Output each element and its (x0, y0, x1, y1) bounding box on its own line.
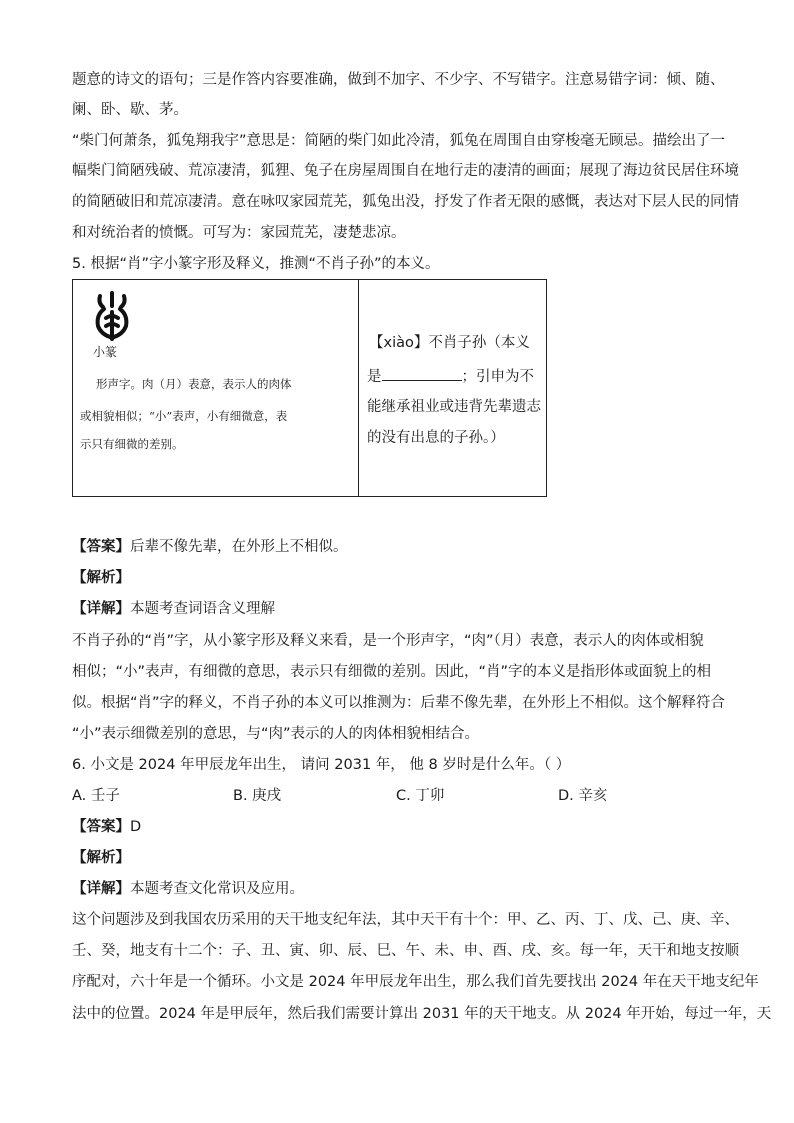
text-line: 的简陋破旧和荒凉凄清。意在咏叹家园荒芜，狐兔出没，抒发了作者无限的感慨，表达对下层人民的同情 (72, 194, 739, 210)
seal-description-line: 形声字。肉（月）表意，表示人的肉体 (96, 377, 292, 391)
detail-heading (72, 599, 722, 619)
definition-line-with-blank (367, 366, 534, 387)
detail-line: 不肖子孙的“肖”字，从小篆字形及释义来看，是一个形声字，“肉”（月）表意，表示人的肉体或相貌 (72, 633, 704, 649)
definition-text: ；引申为不 (461, 369, 534, 385)
text-line: 题意的诗文的语句；三是作答内容要准确，做到不加字、不少字、不写错字。注意易错字词：倾、随、 (72, 72, 725, 88)
text-line: “柴门何萧条，狐兔翔我宇”意思是：简陋的柴门如此冷清，狐兔在周围自由穿梭毫无顾忌。描绘出了一 (72, 133, 726, 149)
detail-line: 这个问题涉及到我国农历采用的天干地支纪年法，其中天干有十个：甲、乙、丙、丁、戊、己、庚、辛、 (72, 912, 739, 928)
seal-description-line: 示只有细微的差别。 (80, 437, 184, 451)
text-line: 幅柴门简陋残破、荒凉凄清，狐狸、兔子在房屋周围自在地行走的凄清的画面；展现了海边贫民居住环境 (72, 163, 739, 179)
detail-line: 壬、癸，地支有十二个：子、丑、寅、卯、辰、巳、午、未、申、酉、戌、亥。每一年，天干和地支按顺 (72, 943, 739, 959)
seal-script-glyph-icon (86, 290, 138, 342)
table-divider (358, 279, 359, 497)
analysis-tag: 【解析】 (72, 850, 130, 866)
answer-text: 后辈不像先辈，在外形上不相似。 (130, 539, 348, 555)
answer-line (72, 817, 722, 837)
detail-line: “小”表示细微差别的意思，与“肉”表示的人的肉体相貌相结合。 (72, 726, 480, 742)
detail-line: 相似；“小”表声，有细微的意思，表示只有细微的差别。因此，“肖”字的本义是指形体或面貌上的相 (72, 664, 712, 680)
detail-line: 序配对，六十年是一个循环。小文是 2024 年甲辰龙年出生，那么我们首先要找出 2024 年在天干地支纪年 (72, 974, 759, 990)
answer-blank[interactable] (382, 366, 462, 381)
question-6-stem: 6. 小文是 2024 年甲辰龙年出生， 请问 2031 年， 他 8 岁时是什么年。（ ） (72, 757, 571, 773)
definition-line: 【xiào】不肖子孙（本义 (369, 335, 530, 351)
definition-text: 是 (367, 369, 382, 385)
detail-heading (72, 879, 722, 899)
detail-title: 本题考查词语含义理解 (130, 601, 275, 617)
answer-line (72, 537, 722, 557)
option-b[interactable]: B. 庚戌 (233, 788, 282, 804)
seal-script-label: 小篆 (93, 345, 118, 359)
text-line: 和对统治者的愤慨。可写为：家园荒芜，凄楚悲凉。 (72, 225, 406, 241)
question-5-stem: 5. 根据“肖”字小篆字形及释义，推测“不肖子孙”的本义。 (72, 256, 440, 272)
option-c[interactable]: C. 丁卯 (396, 788, 445, 804)
detail-tag: 【详解】 (72, 601, 130, 617)
seal-description-line: 或相貌相似；“小”表声，小有细微意，表 (80, 409, 288, 423)
option-a[interactable]: A. 壬子 (72, 788, 120, 804)
option-d[interactable]: D. 辛亥 (558, 788, 608, 804)
analysis-tag: 【解析】 (72, 570, 130, 586)
text-line: 阑、卧、歇、茅。 (72, 102, 188, 118)
answer-tag: 【答案】 (72, 819, 130, 835)
answer-text: D (130, 819, 142, 835)
detail-tag: 【详解】 (72, 881, 130, 897)
definition-line: 的没有出息的子孙。） (367, 430, 505, 446)
definition-line: 能继承祖业或违背先辈遗志 (367, 399, 541, 415)
detail-line: 似。根据“肖”字的释义，不肖子孙的本义可以推测为：后辈不像先辈，在外形上不相似。这个解释符合 (72, 695, 726, 711)
detail-line: 法中的位置。2024 年是甲辰年，然后我们需要计算出 2031 年的天干地支。从 2024 年开始，每过一年，天 (72, 1006, 772, 1022)
detail-title: 本题考查文化常识及应用。 (130, 881, 304, 897)
answer-tag: 【答案】 (72, 539, 130, 555)
